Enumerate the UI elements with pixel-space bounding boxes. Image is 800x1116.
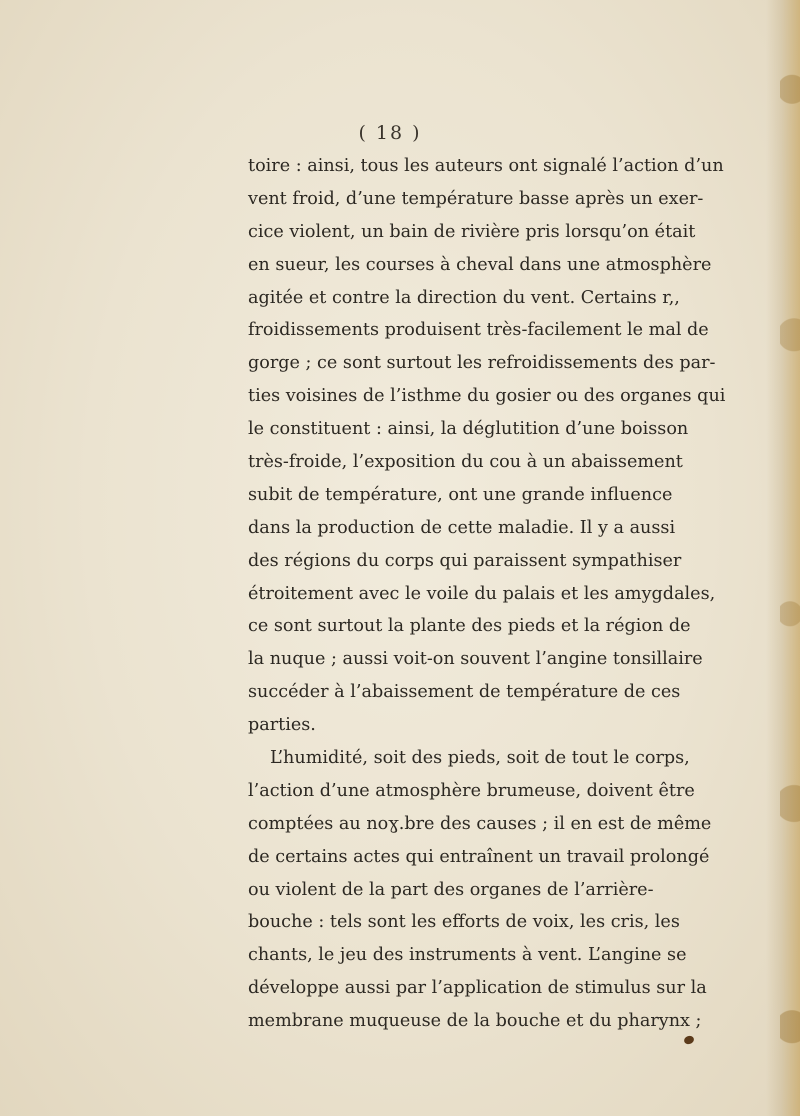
text-line: le constituent : ainsi, la déglutition d’une boisson bbox=[248, 419, 689, 440]
ink-spot bbox=[683, 1035, 695, 1046]
text-line: toire : ainsi, tous les auteurs ont signalé l’action d’un bbox=[248, 156, 724, 176]
page-number: ( 18 ) bbox=[358, 122, 422, 144]
text-line: agitée et contre la direction du vent. Certains r,, bbox=[248, 287, 680, 308]
text-line: la nuque ; aussi voit-on souvent l’angine tonsillaire bbox=[248, 649, 703, 670]
text-line: développe aussi par l’application de stimulus sur la bbox=[248, 978, 707, 999]
text-line: vent froid, d’une température basse après un exer- bbox=[248, 188, 704, 209]
text-line: membrane muqueuse de la bouche et du pharynx ; bbox=[248, 1011, 702, 1032]
text-line: L’humidité, soit des pieds, soit de tout le corps, bbox=[270, 748, 690, 769]
text-line: parties. bbox=[248, 715, 316, 736]
text-line: subit de température, ont une grande influence bbox=[248, 484, 673, 505]
text-line: gorge ; ce sont surtout les refroidissements des par- bbox=[248, 353, 716, 374]
text-line: étroitement avec le voile du palais et les amygdales, bbox=[248, 583, 716, 604]
text-line: très-froide, l’exposition du cou à un abaissement bbox=[248, 452, 683, 473]
page-edge-stains bbox=[780, 0, 800, 1116]
text-line: bouche : tels sont les efforts de voix, les cris, les bbox=[248, 912, 680, 933]
text-line: ou violent de la part des organes de l’arrière- bbox=[248, 879, 654, 900]
text-line: dans la production de cette maladie. Il y a aussi bbox=[248, 517, 676, 538]
text-line: ties voisines de l’isthme du gosier ou des organes qui bbox=[248, 386, 726, 407]
text-line: chants, le jeu des instruments à vent. L’angine se bbox=[248, 945, 687, 966]
text-line: ce sont surtout la plante des pieds et la région de bbox=[248, 616, 691, 637]
text-line: succéder à l’abaissement de température de ces bbox=[248, 682, 681, 703]
text-line: en sueur, les courses à cheval dans une atmosphère bbox=[248, 254, 712, 275]
text-line: des régions du corps qui paraissent sympathiser bbox=[248, 550, 682, 571]
text-line: froidissements produisent très-facilement le mal de bbox=[248, 320, 709, 341]
text-line: de certains actes qui entraînent un travail prolongé bbox=[248, 846, 710, 867]
body-text bbox=[248, 150, 726, 1038]
text-line: comptées au noɣ.bre des causes ; il en est de même bbox=[248, 813, 712, 834]
text-line: l’action d’une atmosphère brumeuse, doivent être bbox=[248, 780, 695, 801]
text-line: cice violent, un bain de rivière pris lorsqu’on était bbox=[248, 221, 696, 242]
